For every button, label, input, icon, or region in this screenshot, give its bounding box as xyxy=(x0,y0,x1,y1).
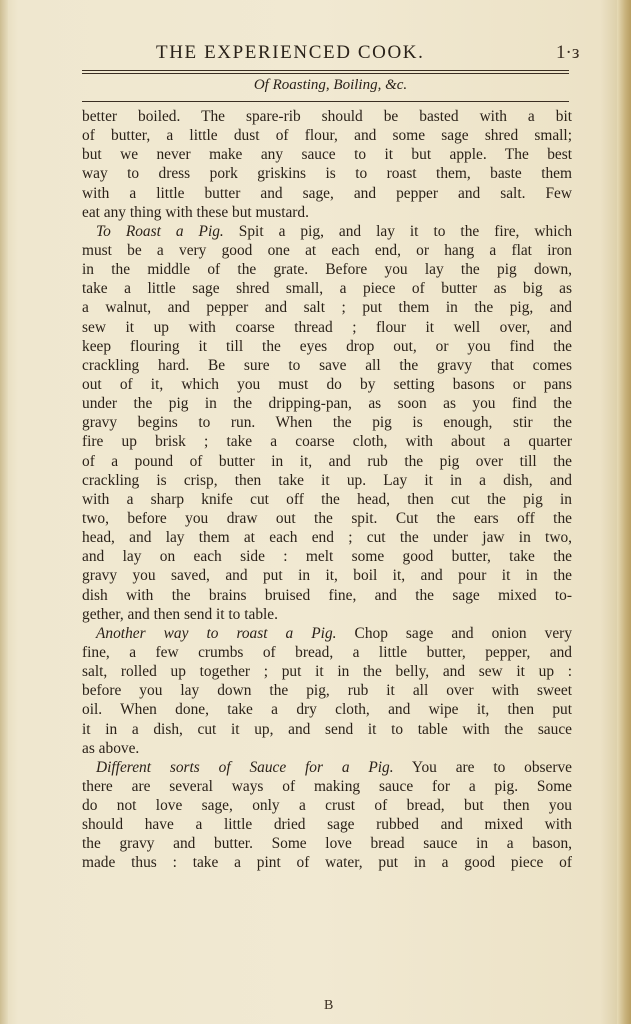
text-line: in the middle of the grate. Before you lay the pig down, xyxy=(82,261,572,279)
text-line: sew it up with coarse thread ; flour it well over, and xyxy=(82,318,572,336)
page-number: 1·з xyxy=(556,42,580,63)
paragraph-first-line xyxy=(82,624,572,643)
text-line: salt, rolled up together ; put it in the belly, and sew it up : xyxy=(82,663,572,681)
text-line: and lay on each side : melt some good butter, take the xyxy=(82,548,572,566)
text-line: keep flouring it till the eyes drop out, or you find the xyxy=(82,337,572,355)
running-title: THE EXPERIENCED COOK. xyxy=(156,42,425,63)
text-line: of a pound of butter in it, and rub the pig over till the xyxy=(82,452,572,470)
body-text xyxy=(82,107,572,873)
text-line: crackling hard. Be sure to save all the gravy that comes xyxy=(82,356,572,374)
text-line: there are several ways of making sauce for a pig. Some xyxy=(82,777,572,795)
recipe-heading: To Roast a Pig. xyxy=(96,222,224,240)
text-line: a walnut, and pepper and salt ; put them in the pig, and xyxy=(82,299,572,317)
text-segment: You are to observe xyxy=(393,758,573,776)
text-line: the gravy and butter. Some love bread sauce in a bason, xyxy=(82,835,572,853)
text-line: it in a dish, cut it up, and send it to table with the sauce xyxy=(82,720,572,738)
text-line: way to dress pork griskins is to roast them, baste them xyxy=(82,165,572,183)
signature-mark: B xyxy=(324,998,334,1013)
text-line: gether, and then send it to table. xyxy=(82,605,278,623)
text-line: take a little sage shred small, a piece of butter as big as xyxy=(82,280,572,298)
text-line: dish with the brains bruised fine, and the sage mixed to- xyxy=(82,586,572,604)
text-line: fire up brisk ; take a coarse cloth, with about a quarter xyxy=(82,433,572,451)
text-line: two, before you draw out the spit. Cut the ears off the xyxy=(82,509,572,527)
text-line: head, and lay them at each end ; cut the under jaw in two, xyxy=(82,529,572,547)
text-line: out of it, which you must do by setting basons or pans xyxy=(82,375,572,393)
paragraph-first-line xyxy=(82,758,572,777)
text-line: gravy begins to run. When the pig is enough, stir the xyxy=(82,414,572,432)
text-line: under the pig in the dripping-pan, as soon as you find the xyxy=(82,395,572,413)
text-line: made thus : take a pint of water, put in a good piece of xyxy=(82,854,572,872)
text-line: of butter, a little dust of flour, and some sage shred small; xyxy=(82,127,572,145)
text-line: with a sharp knife cut off the head, then cut the pig in xyxy=(82,490,572,508)
text-line: as above. xyxy=(82,739,140,757)
recipe-heading: Different sorts of Sauce for a Pig. xyxy=(96,758,394,776)
text-line: better boiled. The spare-rib should be basted with a bit xyxy=(82,108,572,125)
text-line: fine, a few crumbs of bread, a little butter, pepper, and xyxy=(82,643,572,661)
text-line: do not love sage, only a crust of bread, but then you xyxy=(82,797,572,815)
text-line: gravy you saved, and put in it, boil it, and pour it in the xyxy=(82,567,572,585)
page-gutter-edge xyxy=(0,0,8,1024)
page-header xyxy=(0,40,631,70)
text-segment: Spit a pig, and lay it to the fire, which xyxy=(223,222,573,240)
section-heading xyxy=(0,77,631,94)
text-line: but we never make any sauce to it but apple. The best xyxy=(82,146,572,164)
recipe-heading: Another way to roast a Pig. xyxy=(96,624,337,642)
text-line: eat any thing with these but mustard. xyxy=(82,203,309,221)
text-line: oil. When done, take a dry cloth, and wipe it, then put xyxy=(82,701,572,719)
section-heading-rule xyxy=(82,101,569,102)
text-line: must be a very good one at each end, or hang a flat iron xyxy=(82,241,572,259)
header-rule xyxy=(82,70,569,71)
text-line: should have a little dried sage rubbed and mixed with xyxy=(82,816,572,834)
text-line: with a little butter and sage, and pepper and salt. Few xyxy=(82,184,572,202)
page-outer-edge xyxy=(617,0,631,1024)
text-line: crackling is crisp, then take it up. Lay it in a dish, and xyxy=(82,471,572,489)
header-rule-thin xyxy=(82,73,569,74)
paragraph-first-line xyxy=(82,222,572,241)
text-line: before you lay down the pig, rub it all over with sweet xyxy=(82,682,572,700)
text-segment: Chop sage and onion very xyxy=(336,624,573,642)
section-heading-text: Of Roasting, Boiling, &c. xyxy=(253,77,408,93)
